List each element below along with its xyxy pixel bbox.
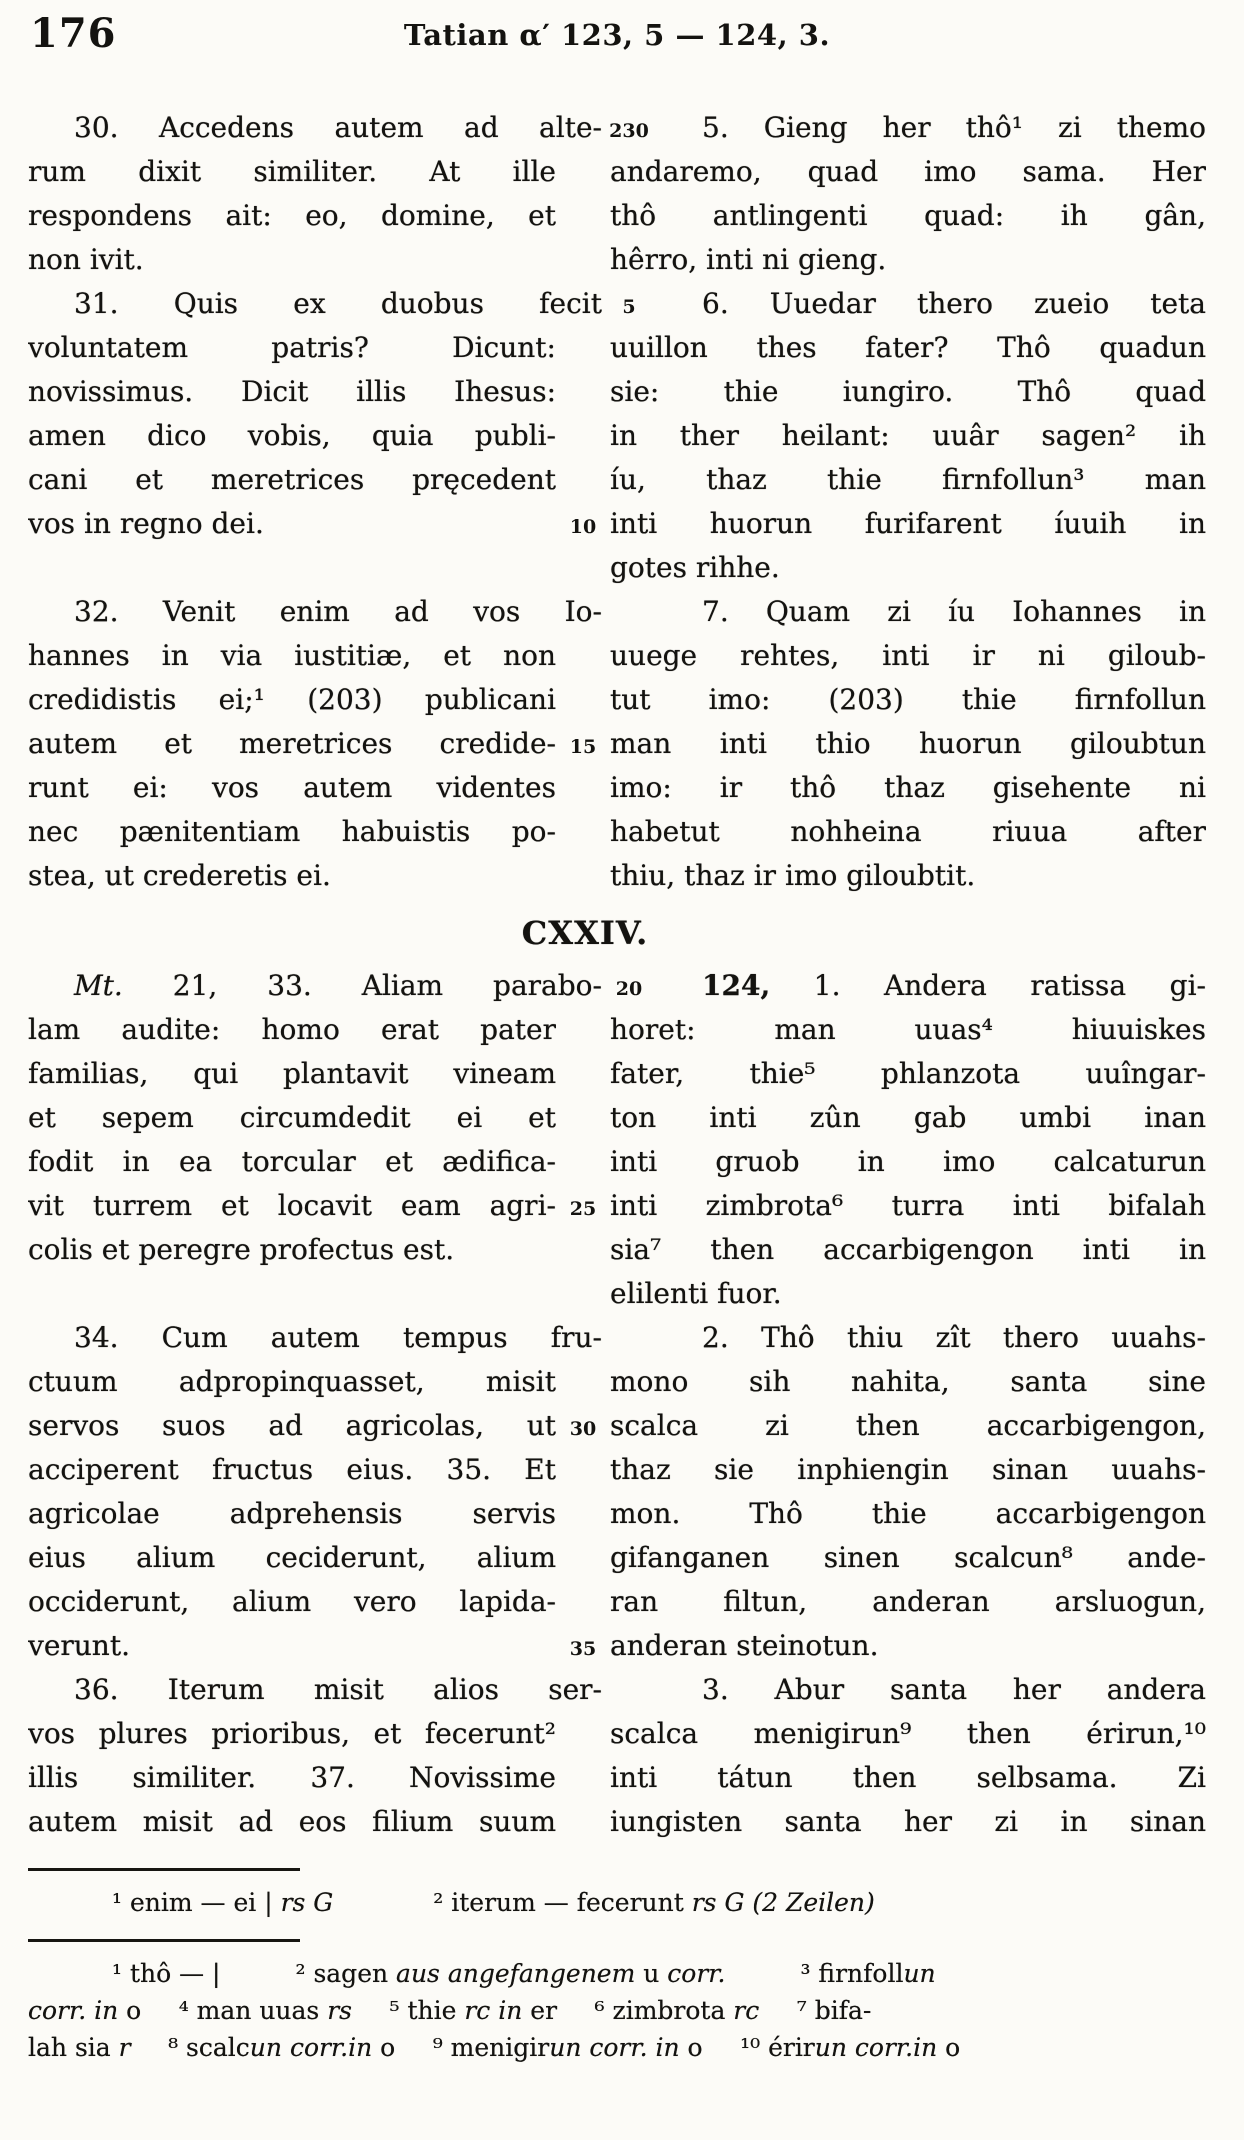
gutter-line-number [556, 678, 610, 722]
apparatus-latin [28, 1884, 1206, 1921]
gutter-line-number: 15 [569, 736, 597, 758]
gutter-line-number: 35 [569, 1638, 597, 1660]
text-row [28, 238, 1206, 282]
gutter-line-number [556, 634, 610, 678]
old-high-german-line: inti zimbrota⁶ turra inti bifalah [610, 1189, 1206, 1222]
latin-line: vit turrem et locavit eam agri- [28, 1189, 556, 1222]
gutter-line-number: 10 [569, 516, 597, 538]
text-row [28, 502, 1206, 546]
latin-line: 32. Venit enim ad vos Io- [74, 595, 602, 628]
text-row [28, 458, 1206, 502]
apparatus-line: lah sia r ⁸ scalcun corr.in o ⁹ menigirun corr. in o ¹⁰ érirun corr.in o [28, 2033, 961, 2062]
latin-line: nec pænitentiam habuistis po- [28, 815, 556, 848]
old-high-german-line: inti gruob in imo calcaturun [610, 1145, 1206, 1178]
old-high-german-line: uuillon thes fater? Thô quadun [610, 331, 1206, 364]
gutter-line-number [602, 1668, 656, 1712]
latin-line: rum dixit similiter. At ille [28, 155, 556, 188]
latin-line: cani et meretrices pręcedent [28, 463, 556, 496]
text-row [28, 326, 1206, 370]
gutter-line-number: 20 [615, 978, 643, 1000]
old-high-german-line: íu, thaz thie firnfollun³ man [610, 463, 1206, 496]
section-cxxiii-text [28, 106, 1206, 898]
gutter-line-number [556, 370, 610, 414]
chapter-heading: CXXIV. [521, 914, 649, 952]
text-row [28, 1052, 1206, 1096]
text-row [28, 1096, 1206, 1140]
old-high-german-line: fater, thie⁵ phlanzota uuîngar- [610, 1057, 1206, 1090]
apparatus-rule-mid [28, 1939, 300, 1942]
old-high-german-line: 2. Thô thiu zît thero uuahs- [702, 1321, 1206, 1354]
text-row [28, 1756, 1206, 1800]
text-row [28, 678, 1206, 722]
gutter-line-number [602, 590, 656, 634]
latin-line: autem misit ad eos filium suum [28, 1805, 556, 1838]
gutter-line-number [602, 1316, 656, 1360]
old-high-german-line: uuege rehtes, inti ir ni giloub- [610, 639, 1206, 672]
gutter-line-number [556, 1756, 610, 1800]
old-high-german-line: anderan steinotun. [610, 1629, 879, 1662]
latin-line: hannes in via iustitiæ, et non [28, 639, 556, 672]
text-row [28, 106, 1206, 150]
old-high-german-line: inti huorun furifarent íuuih in [610, 507, 1206, 540]
gutter-line-number: 230 [609, 120, 649, 142]
latin-line: familias, qui plantavit vineam [28, 1057, 556, 1090]
text-row [28, 1712, 1206, 1756]
apparatus-german [28, 1955, 1206, 2066]
gutter-line-number [556, 1448, 610, 1492]
gutter-line-number [556, 458, 610, 502]
text-row [28, 1624, 1206, 1668]
old-high-german-line: 6. Uuedar thero zueio teta [702, 287, 1206, 320]
latin-line: occiderunt, alium vero lapida- [28, 1585, 556, 1618]
old-high-german-line: thaz sie inphiengin sinan uuahs- [610, 1453, 1206, 1486]
latin-line: amen dico vobis, quia publi- [28, 419, 556, 452]
old-high-german-line: sia⁷ then accarbigengon inti in [610, 1233, 1206, 1266]
running-title: Tatian α′ 123, 5 — 124, 3. [403, 18, 831, 52]
gutter-line-number [556, 766, 610, 810]
latin-line: vos plures prioribus, et fecerunt² [28, 1717, 556, 1750]
latin-line: respondens ait: eo, domine, et [28, 199, 556, 232]
apparatus-line: corr. in o ⁴ man uuas rs ⁵ thie rc in er ⁶ zimbrota rc ⁷ bifa- [28, 1996, 872, 2025]
old-high-german-line: gotes rihhe. [610, 551, 780, 584]
text-row [28, 1272, 1206, 1316]
gutter-line-number [556, 1800, 610, 1844]
text-row [28, 1536, 1206, 1580]
latin-line: acciperent fructus eius. 35. Et [28, 1453, 556, 1486]
latin-line: eius alium ceciderunt, alium [28, 1541, 556, 1574]
text-row [28, 370, 1206, 414]
gutter-line-number [556, 150, 610, 194]
old-high-german-line: mono sih nahita, santa sine [610, 1365, 1206, 1398]
old-high-german-line: man inti thio huorun giloubtun [610, 727, 1206, 760]
text-row [28, 1140, 1206, 1184]
old-high-german-line: 3. Abur santa her andera [702, 1673, 1206, 1706]
old-high-german-line: ran filtun, anderan arsluogun, [610, 1585, 1206, 1618]
text-row [28, 546, 1206, 590]
latin-line [28, 546, 556, 590]
latin-line: 30. Accedens autem ad alte- [74, 111, 602, 144]
old-high-german-line: scalca zi then accarbigengon, [610, 1409, 1206, 1442]
text-row [28, 722, 1206, 766]
gutter-line-number [556, 414, 610, 458]
old-high-german-line: tut imo: (203) thie firnfollun [610, 683, 1206, 716]
text-row [28, 194, 1206, 238]
old-high-german-line: 124, 1. Andera ratissa gi- [702, 969, 1206, 1002]
text-row [28, 1008, 1206, 1052]
text-row [28, 1404, 1206, 1448]
latin-line: 31. Quis ex duobus fecit [74, 287, 602, 320]
latin-line: credidistis ei;¹ (203) publicani [28, 683, 556, 716]
gutter-line-number [556, 1096, 610, 1140]
latin-line: Mt. 21, 33. Aliam parabo- [74, 969, 602, 1002]
latin-line [28, 1272, 556, 1316]
latin-line: runt ei: vos autem videntes [28, 771, 556, 804]
text-row [28, 1668, 1206, 1712]
latin-line: vos in regno dei. [28, 507, 264, 540]
text-row [28, 854, 1206, 898]
gutter-line-number [556, 854, 610, 898]
latin-line: fodit in ea torcular et ædifica- [28, 1145, 556, 1178]
gutter-line-number [556, 1492, 610, 1536]
latin-line: illis similiter. 37. Novissime [28, 1761, 556, 1794]
old-high-german-line: thô antlingenti quad: ih gân, [610, 199, 1206, 232]
gutter-line-number [556, 1360, 610, 1404]
old-high-german-line: ton inti zûn gab umbi inan [610, 1101, 1206, 1134]
latin-line: voluntatem patris? Dicunt: [28, 331, 556, 364]
text-row [28, 1800, 1206, 1844]
text-row [28, 810, 1206, 854]
section-cxxiv-text [28, 964, 1206, 1844]
old-high-german-line: mon. Thô thie accarbigengon [610, 1497, 1206, 1530]
text-row [28, 1492, 1206, 1536]
gutter-line-number: 25 [569, 1198, 597, 1220]
gutter-line-number [556, 1272, 610, 1316]
page-header [28, 10, 1206, 68]
parallel-text [28, 106, 1206, 1844]
gutter-line-number [556, 1712, 610, 1756]
text-row [28, 1580, 1206, 1624]
old-high-german-line: 7. Quam zi íu Iohannes in [702, 595, 1206, 628]
old-high-german-line: sie: thie iungiro. Thô quad [610, 375, 1206, 408]
old-high-german-line: scalca menigirun⁹ then érirun,¹⁰ [610, 1717, 1206, 1750]
text-row [28, 590, 1206, 634]
text-row [28, 1448, 1206, 1492]
gutter-line-number [556, 1008, 610, 1052]
latin-line: non ivit. [28, 243, 144, 276]
latin-line: colis et peregre profectus est. [28, 1233, 455, 1266]
latin-line: ctuum adpropinquasset, misit [28, 1365, 556, 1398]
page-number: 176 [30, 10, 117, 57]
gutter-line-number: 5 [622, 296, 636, 318]
gutter-line-number [556, 810, 610, 854]
latin-line: stea, ut crederetis ei. [28, 859, 331, 892]
text-row [28, 634, 1206, 678]
old-high-german-line: habetut nohheina riuua after [610, 815, 1206, 848]
old-high-german-line: inti tátun then selbsama. Zi [610, 1761, 1206, 1794]
text-row [28, 1316, 1206, 1360]
latin-line: 34. Cum autem tempus fru- [74, 1321, 602, 1354]
apparatus-rule-top [28, 1868, 300, 1871]
old-high-german-line: horet: man uuas⁴ hiuuiskes [610, 1013, 1206, 1046]
text-row [28, 1360, 1206, 1404]
old-high-german-line: iungisten santa her zi in sinan [610, 1805, 1206, 1838]
latin-line: agricolae adprehensis servis [28, 1497, 556, 1530]
latin-line: et sepem circumdedit ei et [28, 1101, 556, 1134]
gutter-line-number [556, 1536, 610, 1580]
text-row [28, 150, 1206, 194]
text-row [28, 414, 1206, 458]
text-row [28, 282, 1206, 326]
text-row [28, 766, 1206, 810]
gutter-line-number [556, 194, 610, 238]
gutter-line-number: 30 [569, 1418, 597, 1440]
apparatus-line: ¹ thô — | ² sagen aus angefangenem u corr. ³ firnfollun [112, 1959, 936, 1988]
latin-line: autem et meretrices credide- [28, 727, 556, 760]
latin-line: 36. Iterum misit alios ser- [74, 1673, 602, 1706]
text-row [28, 1228, 1206, 1272]
old-high-german-line: hêrro, inti ni gieng. [610, 243, 887, 276]
gutter-line-number [556, 1580, 610, 1624]
old-high-german-line: 5. Gieng her thô¹ zi themo [702, 111, 1206, 144]
old-high-german-line: in ther heilant: uuâr sagen² ih [610, 419, 1206, 452]
text-row [28, 1184, 1206, 1228]
old-high-german-line: gifanganen sinen scalcun⁸ ande- [610, 1541, 1206, 1574]
text-row [28, 964, 1206, 1008]
old-high-german-line: elilenti fuor. [610, 1277, 782, 1310]
gutter-line-number [556, 238, 610, 282]
apparatus-line: ¹ enim — ei | rs G ² iterum — fecerunt rs G (2 Zeilen) [112, 1888, 875, 1917]
gutter-line-number [556, 1140, 610, 1184]
gutter-line-number [556, 1228, 610, 1272]
latin-line: lam audite: homo erat pater [28, 1013, 556, 1046]
gutter-line-number [556, 326, 610, 370]
latin-line: novissimus. Dicit illis Ihesus: [28, 375, 556, 408]
gutter-line-number [556, 546, 610, 590]
gutter-line-number [556, 1052, 610, 1096]
latin-line: verunt. [28, 1629, 130, 1662]
latin-line: servos suos ad agricolas, ut [28, 1409, 556, 1442]
old-high-german-line: andaremo, quad imo sama. Her [610, 155, 1206, 188]
old-high-german-line: thiu, thaz ir imo giloubtit. [610, 859, 976, 892]
old-high-german-line: imo: ir thô thaz gisehente ni [610, 771, 1206, 804]
